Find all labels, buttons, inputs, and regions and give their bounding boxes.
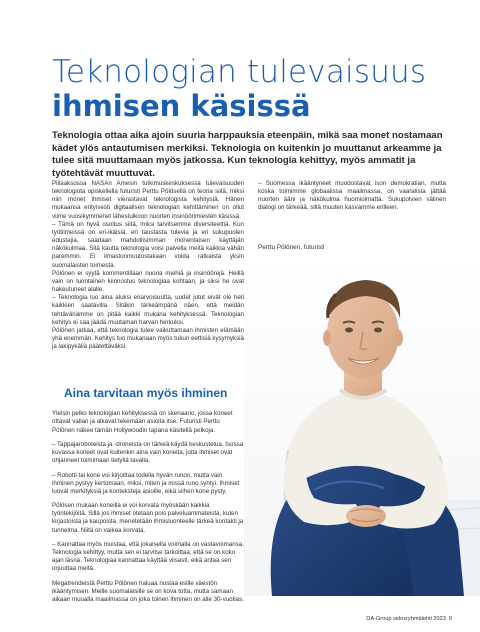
body-column-right: [258, 180, 446, 213]
body-paragraph: Pölösen mukaan koneilla ei voi korvata myöskään kaikkia työntekijöitä. Sillä jos ihmiset otetaan pois palveluammateista, kuten kirjastoista ja kaupoista, menetetään ihmisluonteelle tärkeä kontakti ja tunnelma. Niitä on vaikea korvata.: [52, 502, 244, 534]
body-paragraph: – Suomessa ikääntyneet muodostavat ison demokratian, mutta koska toimimme globaalissa maailmassa, on vaaralista jättää nuorten ääni ja näkökulma huomioimatta. Sukupolvien välinen dialogi on tärkeää, sillä muuten kasvamme erilleen.: [258, 180, 446, 212]
article-title-line-2: ihmisen käsissä: [52, 89, 311, 123]
body-paragraph: – Robotti tai kone voi kirjoittaa todella hyvän runon, mutta vain ihminen pystyy kertomaan, miksi, miten ja missä runo syntyi. Ihmiset luovat merkityksiä ja konteksteja asioille, eikä siihen kone pysty.: [52, 471, 240, 495]
body-paragraph: Piilaaksossa NASAn Amesin tutkimuskeskuksessa tulevaisuuden teknologiota opiskellella futuristi Perttu Pölösellä on teoria siitä, miksi niin monet ihmiset vierastavat teknologista kehitystä. Hänen mukaansa erityisesti digitaalisen teknologian kehittäminen on ollut viime vuosikymmenet lähestulkoon nuorten insinöörimiesten käsissä.: [52, 180, 244, 220]
body-paragraph: – Kannattaa myös muistaa, että jokaisella voimalla on vastavoimansa. Teknologia kehittyy, mutta sen ei tarvitse tarkoittaa, että se on koko ajan läsnä. Teknologiaa kannattaa käyttää viisasti, eikä antaa sen orjuuttaa meitä.: [52, 540, 244, 573]
page-number: 9: [448, 616, 452, 622]
page-footer: [366, 616, 452, 622]
body-paragraph: – Tappajaroboteista ja -droneista on tärkeä käydä keskustelua. Isossa kuvassa koneet ovat kuitenkin aina vain koneita, joita ihmiset ovat ohjanneet toimimaan tietyllä tavalla.: [52, 440, 244, 465]
body-paragraph: – Tämä on hyvä osoitus siitä, miksi tarvitsemme diversiteettiä. Kun työtiimeissä on eri-ikäisiä, eri taustasta tulevia ja eri sukupuolen edustajia, saadaan mahdollisimman monenlaisen käyttäjän näkökulmaa. Sitä kautta teknologia voisi palvella meitä kaikkia vähän paremmin. Ei ilmastonmuutostakaan voida ratkaista yksin suomalaisten toimesta.: [52, 220, 244, 269]
publication-name: DA-Group sidosryhmälehti 2023: [366, 616, 446, 622]
article-lead: Teknologia ottaa aika ajoin suuria harppauksia eteenpäin, mikä saa monet nostamaan kädet ylös antautumisen merkiksi. Teknologia on kuitenkin jo muuttanut arkeamme ja tulee sitä muuttamaan myös jatkossa. Kun teknologia kehittyy, myös ammatit ja työtehtävät muuttuvat.: [52, 130, 443, 179]
body-paragraph: Yleisin pelko teknologian kehityksessä on skenaario, jossa koneet ottavat vallan ja alkavat tekemään asioita itse. Futuristi Perttu Pölönen näkee tämän Hollywoodin tapana käsitellä pelkoja.: [52, 410, 233, 434]
body-column-left-section-2: [52, 404, 244, 610]
article-title-line-1: Teknologian tulevaisuus: [52, 54, 427, 90]
body-paragraph: Pölönen jatkaa, että teknologia tulee vaikuttamaan ihmisten elämään yhä enemmän. Kehitys tuo mukanaan myös tukun eettisiä kysymyksiä ja lakipykäliä päätettäväksi.: [52, 326, 244, 351]
photo-caption: Perttu Pölönen, futuristi: [258, 244, 325, 251]
body-paragraph: Megatrendeistä Perttu Pölönen haluaa nostaa esille väestön ikääntymisen. Meille suomalaisille se on kova totta, mutta samaan aikaan muualla maailmassa on joka toinen ihminen on alle 30-vuotias.: [52, 579, 244, 604]
body-paragraph: – Teknologia luo aina aluksi eriarvoisuutta, uudet jutut eivät ole heti kaikkien saatavilla. Sitäkin tärkeämpänä näen, että meidän tehtävänämme on pitää kaikki mukana kehityksessä. Teknologian kehitys ei saa jäädä muutaman harvan herkuksi.: [52, 294, 244, 326]
portrait-photo: [244, 260, 480, 596]
body-column-left: [52, 180, 244, 351]
body-paragraph: Pölönen ei syytä kommentillaan nuoria miehiä ja insinöörejä. Heillä vain on luontainen kiinnostus teknologiaa kohtaan, ja siksi he ovat hakeutuneet alalle.: [52, 269, 244, 294]
section-subheading: Aina tarvitaan myös ihminen: [64, 386, 228, 400]
